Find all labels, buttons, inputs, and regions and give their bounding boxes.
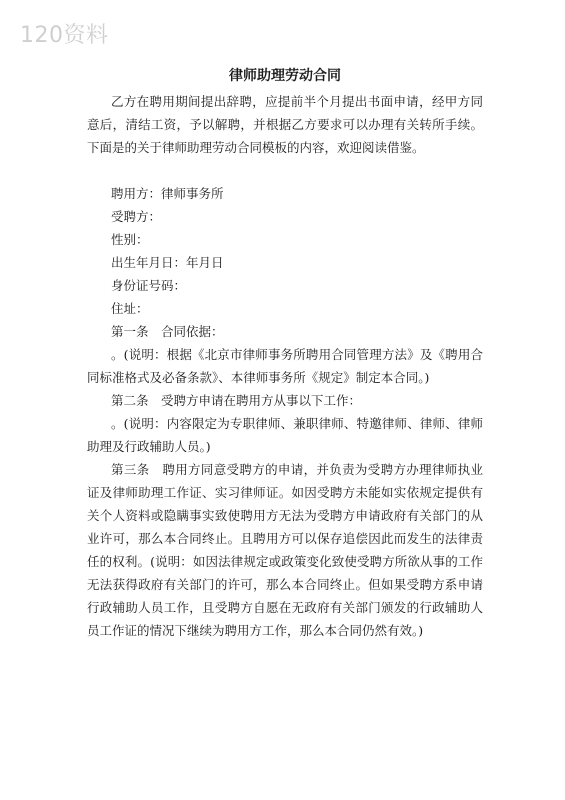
field-address: 住址：	[111, 301, 149, 316]
document-title: 律师助理劳动合同	[229, 68, 341, 84]
article-3-body: 第三条 聘用方同意受聘方的申请，并负责为受聘方办理律师执业证及律师助理工作证、实习律师证。如因受聘方未能如实依规定提供有关个人资料或隐瞒事实致使聘用方无法为受聘方申请政府有关部门的从业许可，那么本合同终止。且聘用方可以保存追偿因此而发生的法律责任的权利。(说明：如因法律规定或政策变化致使受聘方所欲从事的工作无法获得政府有关部门的许可，那么本合同终止。但如果受聘方系申请行政辅助人员工作，且受聘方自愿在无政府有关部门颁发的行政辅助人员工作证的情况下继续为聘用方工作，那么本合同仍然有效。)	[87, 462, 483, 638]
article-1-heading: 第一条 合同依据：	[111, 324, 224, 339]
field-birthdate: 出生年月日：年月日	[111, 255, 224, 270]
field-employee: 受聘方：	[111, 209, 162, 224]
watermark: 120资料	[20, 23, 109, 48]
intro-paragraph: 乙方在聘用期间提出辞聘，应提前半个月提出书面申请，经甲方同意后，清结工资，予以解聘，并根据乙方要求可以办理有关转所手续。下面是的关于律师助理劳动合同模板的内容，欢迎阅读借鉴。	[87, 94, 483, 155]
article-2-body: 。(说明：内容限定为专职律师、兼职律师、特邀律师、律师、律师助理及行政辅助人员。)	[87, 416, 483, 454]
paragraph-gap	[87, 159, 483, 182]
article-1-body: 。(说明：根据《北京市律师事务所聘用合同管理方法》及《聘用合同标准格式及必备条款》、本律师事务所《规定》制定本合同。)	[87, 347, 483, 385]
field-employer: 聘用方：律师事务所	[111, 186, 224, 201]
field-gender: 性别：	[111, 232, 149, 247]
document-page	[87, 66, 483, 642]
article-2-heading: 第二条 受聘方申请在聘用方从事以下工作：	[111, 393, 362, 408]
field-id-number: 身份证号码：	[111, 278, 187, 293]
